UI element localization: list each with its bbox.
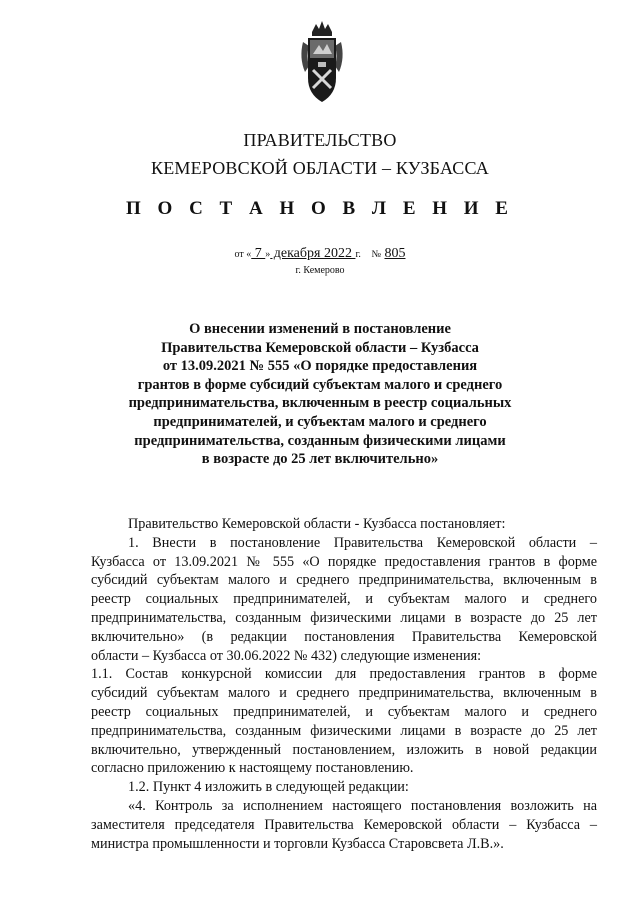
document-type-title: П О С Т А Н О В Л Е Н И Е (126, 198, 514, 219)
body-line: «4. Контроль за исполнением настоящего постановления возложить на (128, 797, 597, 814)
body-line: согласно приложению к настоящему постановлению. (91, 760, 414, 777)
subject-line: предпринимательства, включенным в реестр социальных (128, 395, 512, 412)
body-line: 1.2. Пункт 4 изложить в следующей редакции: (128, 779, 409, 796)
subject-line: О внесении изменений в постановление (189, 321, 451, 337)
date-prefix: от « (234, 249, 252, 260)
body-line: реестр социальных предпринимателей, и субъектам малого и среднего (91, 591, 597, 608)
document-body (91, 515, 597, 853)
city-label: г. Кемерово (295, 265, 345, 276)
body-line: предпринимательства, созданным физическими лицами в возрасте до 25 лет (91, 722, 597, 739)
subject-line: предпринимательства, созданным физическими лицами (134, 432, 506, 449)
subject-line: предпринимателей, и субъектам малого и среднего (153, 413, 487, 430)
number-sign: № (371, 249, 381, 260)
body-line: министра промышленности и торговли Кузбасса Старовсвета Л.В.». (91, 835, 504, 852)
kuzbass-coat-of-arms-icon (299, 18, 345, 110)
body-line: 1. Внести в постановление Правительства Кемеровской области – (128, 534, 597, 551)
body-line: предпринимательства, созданным физическими лицами в возрасте до 25 лет (91, 609, 597, 626)
subject-line: грантов в форме субсидий субъектам малого и среднего (137, 376, 503, 393)
government-title-line2: КЕМЕРОВСКОЙ ОБЛАСТИ – КУЗБАССА (151, 158, 489, 178)
body-line: Кузбасса от 13.09.2021 № 555 «О порядке предоставления грантов в форме (91, 553, 597, 570)
body-line: заместителя председателя Правительства Кемеровской области – Кузбасса – (91, 816, 597, 833)
body-line: 1.1. Состав конкурсной комиссии для предоставления грантов в форме (91, 666, 597, 683)
body-line: включительно» (в редакции постановления Правительства Кемеровской (91, 628, 597, 645)
document-number: 805 (384, 246, 406, 261)
body-line: включительно, утвержденный постановлением, изложить в новой редакции (91, 741, 597, 758)
government-title-line1: ПРАВИТЕЛЬСТВО (243, 130, 397, 150)
body-line: Правительство Кемеровской области - Кузбасса постановляет: (128, 516, 506, 532)
body-line: области – Кузбасса от 30.06.2022 № 432) следующие изменения: (91, 647, 482, 664)
document-subject (60, 320, 580, 469)
date-quote-close: » (265, 249, 271, 260)
date-year-suffix: г. (355, 249, 361, 260)
body-line: субсидий субъектам малого и среднего предпринимательства, включенным в (91, 685, 597, 702)
date-number-line (0, 246, 640, 262)
subject-line: Правительства Кемеровской области – Кузбасса (161, 339, 479, 356)
body-line: субсидий субъектам малого и среднего предпринимательства, включенным в (91, 572, 597, 589)
date-month-year: декабря 2022 (270, 246, 356, 261)
body-line: реестр социальных предпринимателей, и субъектам малого и среднего (91, 703, 597, 720)
subject-line: от 13.09.2021 № 555 «О порядке предоставления (162, 358, 478, 375)
subject-line: в возрасте до 25 лет включительно» (201, 451, 439, 468)
date-day: 7 (251, 246, 266, 261)
